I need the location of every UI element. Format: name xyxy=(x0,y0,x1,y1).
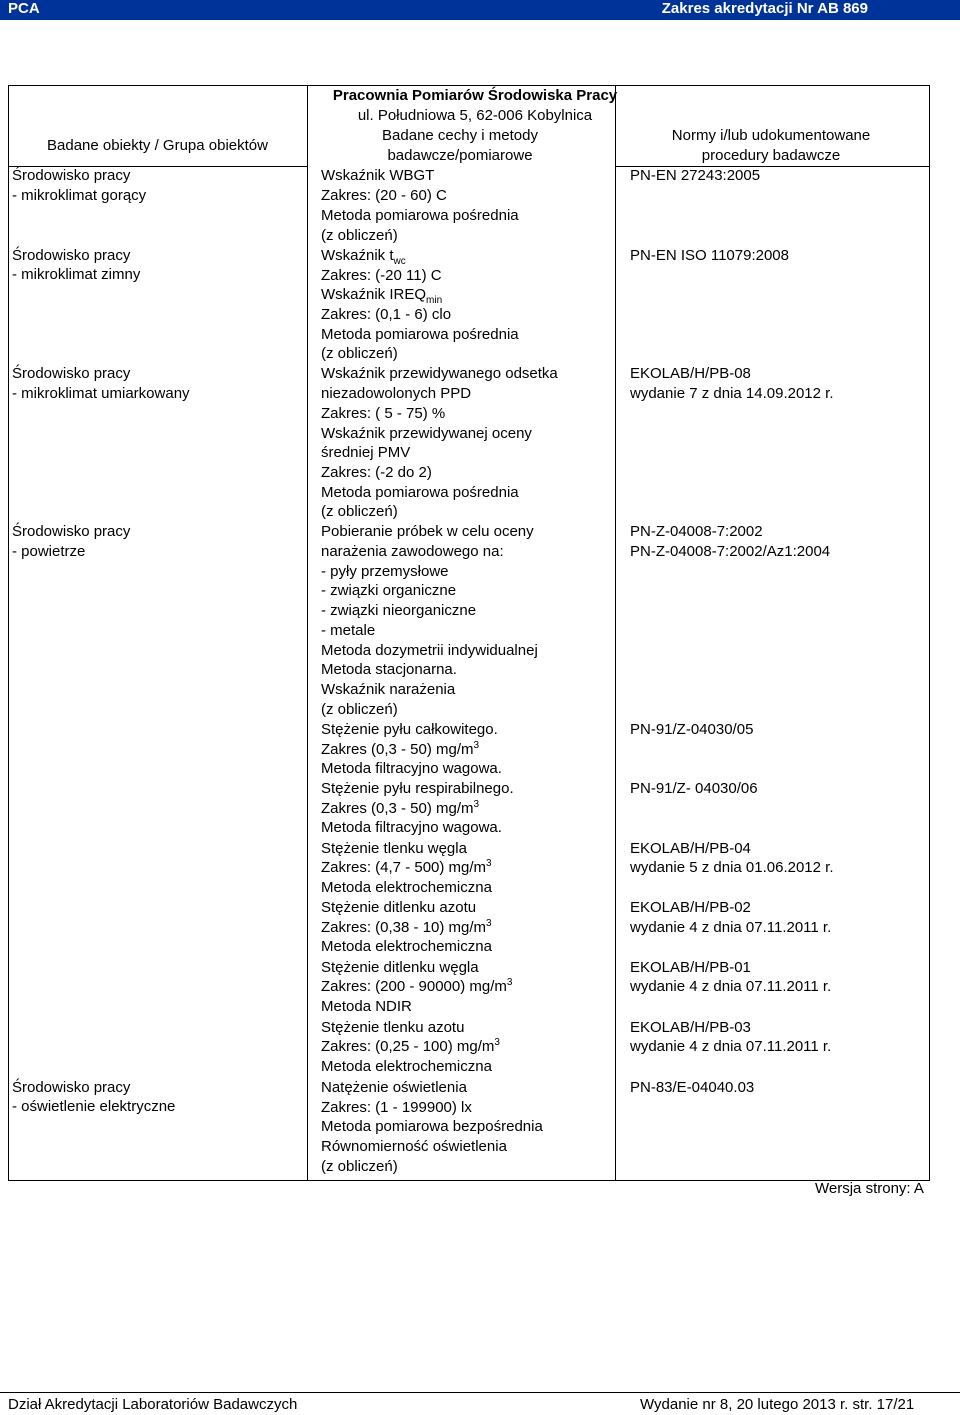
method-light-5: (z obliczeń) xyxy=(321,1158,398,1175)
method-air-sampling-6: - metale xyxy=(321,622,376,639)
air-item-6-l2 xyxy=(321,1037,500,1057)
air-item-4-sup: 3 xyxy=(486,918,492,929)
obj-moderate-1: Środowisko pracy xyxy=(12,365,131,382)
method-air-sampling-7: Metoda dozymetrii indywidualnej xyxy=(321,642,538,659)
norm-light: PN-83/E-04040.03 xyxy=(630,1079,755,1096)
method-moderate-3: Zakres: ( 5 - 75) % xyxy=(321,405,446,422)
method-air-sampling-2: narażenia zawodowego na: xyxy=(321,543,504,560)
method-moderate-7: Metoda pomiarowa pośrednia xyxy=(321,484,519,501)
method-cold-ireq-text: Wskaźnik IREQ xyxy=(321,286,427,303)
air-item-4-edition: wydanie 4 z dnia 07.11.2011 r. xyxy=(630,919,832,936)
method-moderate-8: (z obliczeń) xyxy=(321,503,398,520)
method-light-1: Natężenie oświetlenia xyxy=(321,1079,467,1096)
air-item-4-norm: EKOLAB/H/PB-02 xyxy=(630,899,751,916)
air-item-6-l3: Metoda elektrochemiczna xyxy=(321,1058,492,1075)
air-item-4-l3: Metoda elektrochemiczna xyxy=(321,938,492,955)
page-version: Wersja strony: A xyxy=(815,1180,924,1197)
method-hot-4: (z obliczeń) xyxy=(321,227,398,244)
air-item-6-range: Zakres: (0,25 - 100) mg/m xyxy=(321,1038,495,1055)
norm-moderate-1: EKOLAB/H/PB-08 xyxy=(630,365,751,382)
air-item-3-l2 xyxy=(321,858,492,878)
method-air-sampling-1: Pobieranie próbek w celu oceny xyxy=(321,523,534,540)
method-hot-2: Zakres: (20 - 60) C xyxy=(321,187,447,204)
air-item-3-range: Zakres: (4,7 - 500) mg/m xyxy=(321,859,487,876)
method-air-sampling-3: - pyły przemysłowe xyxy=(321,563,449,580)
col-divider-1 xyxy=(307,86,308,1180)
obj-light-1: Środowisko pracy xyxy=(12,1079,131,1096)
norm-air-sampling-1: PN-Z-04008-7:2002 xyxy=(630,523,763,540)
col-header-norms-1: Normy i/lub udokumentowane xyxy=(671,127,871,144)
obj-cold-2: - mikroklimat zimny xyxy=(12,266,141,283)
method-light-4: Równomierność oświetlenia xyxy=(321,1138,507,1155)
air-item-3-l1: Stężenie tlenku węgla xyxy=(321,840,467,857)
air-item-1-sup: 3 xyxy=(473,740,480,751)
air-item-6-norm: EKOLAB/H/PB-03 xyxy=(630,1019,751,1036)
air-item-5-l3: Metoda NDIR xyxy=(321,998,412,1015)
air-item-4-l2 xyxy=(321,918,492,938)
footer-rule xyxy=(0,1392,960,1393)
air-item-4-range: Zakres: (0,38 - 10) mg/m xyxy=(321,919,487,936)
method-hot-3: Metoda pomiarowa pośrednia xyxy=(321,207,519,224)
method-air-sampling-9: Wskaźnik narażenia xyxy=(321,681,456,698)
obj-light-2: - oświetlenie elektryczne xyxy=(12,1098,176,1115)
method-moderate-5: średniej PMV xyxy=(321,444,411,461)
method-cold-4: Metoda pomiarowa pośrednia xyxy=(321,326,519,343)
obj-moderate-2: - mikroklimat umiarkowany xyxy=(12,385,190,402)
method-air-sampling-10: (z obliczeń) xyxy=(321,701,398,718)
air-item-3-edition: wydanie 5 z dnia 01.06.2012 r. xyxy=(630,859,834,876)
method-air-sampling-8: Metoda stacjonarna. xyxy=(321,661,457,678)
col-header-methods-1: Badane cechy i metody xyxy=(382,127,538,144)
norm-cold: PN-EN ISO 11079:2008 xyxy=(630,247,789,264)
air-item-5-l1: Stężenie ditlenku węgla xyxy=(321,959,479,976)
air-item-5-l2 xyxy=(321,977,512,997)
air-item-2-l2 xyxy=(321,799,479,819)
norm-hot: PN-EN 27243:2005 xyxy=(630,167,761,184)
air-item-5-edition: wydanie 4 z dnia 07.11.2011 r. xyxy=(630,978,832,995)
air-item-1-l3: Metoda filtracyjno wagowa. xyxy=(321,760,502,777)
lab-name: Pracownia Pomiarów Środowiska Pracy xyxy=(332,87,618,104)
footer-left: Dział Akredytacji Laboratoriów Badawczych xyxy=(8,1396,298,1413)
header-right: Zakres akredytacji Nr AB 869 xyxy=(661,0,868,17)
air-item-1-l1: Stężenie pyłu całkowitego. xyxy=(321,721,498,738)
air-item-5-sup: 3 xyxy=(506,977,513,988)
header-left: PCA xyxy=(8,0,40,17)
air-item-1-norm: PN-91/Z-04030/05 xyxy=(630,721,754,738)
air-item-2-l3: Metoda filtracyjno wagowa. xyxy=(321,819,502,836)
method-light-3: Metoda pomiarowa bezpośrednia xyxy=(321,1118,543,1135)
air-item-2-norm: PN-91/Z- 04030/06 xyxy=(630,780,758,797)
lab-address: ul. Południowa 5, 62-006 Kobylnica xyxy=(357,107,593,124)
air-item-6-l1: Stężenie tlenku azotu xyxy=(321,1019,465,1036)
method-air-sampling-4: - związki organiczne xyxy=(321,582,457,599)
air-item-1-l2 xyxy=(321,740,479,760)
air-item-3-sup: 3 xyxy=(486,858,492,869)
footer-right: Wydanie nr 8, 20 lutego 2013 r. str. 17/21 xyxy=(640,1396,915,1413)
air-item-4-l1: Stężenie ditlenku azotu xyxy=(321,899,477,916)
air-item-2-l1: Stężenie pyłu respirabilnego. xyxy=(321,780,514,797)
air-item-3-l3: Metoda elektrochemiczna xyxy=(321,879,492,896)
obj-air-2: - powietrze xyxy=(12,543,86,560)
method-moderate-1: Wskaźnik przewidywanego odsetka xyxy=(321,365,558,382)
air-item-2-range: Zakres (0,3 - 50) mg/m xyxy=(321,800,474,817)
col-header-norms-2: procedury badawcze xyxy=(701,147,841,164)
accreditation-table xyxy=(8,85,930,1181)
method-light-2: Zakres: (1 - 199900) lx xyxy=(321,1099,472,1116)
norm-moderate-2: wydanie 7 z dnia 14.09.2012 r. xyxy=(630,385,834,402)
air-item-6-edition: wydanie 4 z dnia 07.11.2011 r. xyxy=(630,1038,832,1055)
air-item-6-sup: 3 xyxy=(494,1037,500,1048)
air-item-3-norm: EKOLAB/H/PB-04 xyxy=(630,840,751,857)
col-divider-2 xyxy=(615,86,616,1180)
col-header-objects: Badane obiekty / Grupa obiektów xyxy=(47,137,268,154)
method-cold-twc-sub: wc xyxy=(393,256,406,267)
method-moderate-2: niezadowolonych PPD xyxy=(321,385,472,402)
obj-air-1: Środowisko pracy xyxy=(12,523,131,540)
norm-air-sampling-2: PN-Z-04008-7:2002/Az1:2004 xyxy=(630,543,831,560)
air-item-1-range: Zakres (0,3 - 50) mg/m xyxy=(321,741,474,758)
method-cold-twc-text: Wskaźnik t xyxy=(321,247,394,264)
method-cold-5: (z obliczeń) xyxy=(321,345,398,362)
air-item-2-sup: 3 xyxy=(473,799,480,810)
obj-hot-2: - mikroklimat gorący xyxy=(12,187,147,204)
air-item-5-norm: EKOLAB/H/PB-01 xyxy=(630,959,751,976)
air-item-5-range: Zakres: (200 - 90000) mg/m xyxy=(321,978,507,995)
method-cold-range1: Zakres: (-20 11) C xyxy=(321,267,442,284)
method-hot-1: Wskaźnik WBGT xyxy=(321,167,435,184)
method-cold-3: Zakres: (0,1 - 6) clo xyxy=(321,306,452,323)
method-cold-ireq xyxy=(321,285,442,305)
method-cold-ireq-sub: min xyxy=(426,295,443,306)
obj-cold-1: Środowisko pracy xyxy=(12,247,131,264)
method-cold-twc xyxy=(321,246,406,266)
method-moderate-4: Wskaźnik przewidywanej oceny xyxy=(321,425,532,442)
method-air-sampling-5: - związki nieorganiczne xyxy=(321,602,477,619)
method-moderate-6: Zakres: (-2 do 2) xyxy=(321,464,432,481)
col-header-methods-2: badawcze/pomiarowe xyxy=(387,147,533,164)
header-bar xyxy=(0,0,960,20)
obj-hot-1: Środowisko pracy xyxy=(12,167,131,184)
